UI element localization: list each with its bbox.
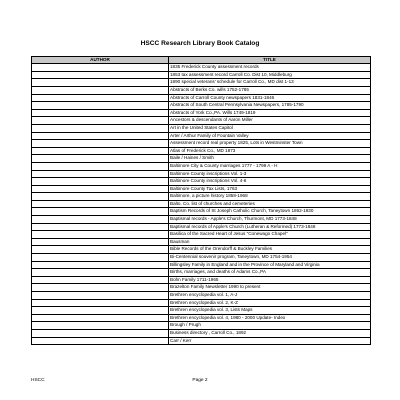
table-row — [32, 276, 371, 284]
table-row — [32, 79, 371, 87]
title-cell: Brazelton Family Newsletter 1990 to present — [169, 284, 371, 292]
table-row — [32, 102, 371, 110]
table-row — [32, 261, 371, 269]
title-cell: Billingsley Family in England and in the Province of Maryland and Virginia — [169, 261, 371, 269]
author-cell — [32, 178, 169, 186]
table-row — [32, 71, 371, 79]
author-cell — [32, 162, 169, 170]
author-cell — [32, 246, 169, 254]
table-row — [32, 329, 371, 337]
table-row — [32, 86, 371, 94]
title-cell: Atlas of Frederick Co., MD 1873 — [169, 147, 371, 155]
author-cell — [32, 132, 169, 140]
table-row — [32, 170, 371, 178]
title-cell: Births, marriages, and deaths of Adams Co.,PA — [169, 269, 371, 277]
table-row — [32, 292, 371, 300]
title-cell: Baptismal records - Apple's Church, Thurmont, MD 1773-1848 — [169, 216, 371, 224]
author-cell — [32, 231, 169, 239]
author-cell — [32, 314, 169, 322]
author-cell — [32, 261, 169, 269]
author-cell — [32, 124, 169, 132]
table-row — [32, 109, 371, 117]
table-row — [32, 299, 371, 307]
title-cell: Carr / Kerr — [169, 337, 371, 345]
author-cell — [32, 102, 169, 110]
author-cell — [32, 329, 169, 337]
table-row — [32, 254, 371, 262]
table-row — [32, 337, 371, 345]
title-cell: Baptismal records of Apple's Church (Lutheran & Reformed) 1773-1848 — [169, 223, 371, 231]
table-row — [32, 155, 371, 163]
title-cell: 1835 Frederick County assessment records — [169, 64, 371, 72]
author-cell — [32, 276, 169, 284]
author-cell — [32, 147, 169, 155]
table-row — [32, 117, 371, 125]
title-cell: Baile / Haines / Smith — [169, 155, 371, 163]
author-cell — [32, 71, 169, 79]
author-cell — [32, 109, 169, 117]
table-row — [32, 208, 371, 216]
author-cell — [32, 208, 169, 216]
table-row — [32, 284, 371, 292]
table-row — [32, 269, 371, 277]
table-row — [32, 238, 371, 246]
title-cell: Brough / Prugh — [169, 322, 371, 330]
title-column-header: TITLE — [169, 57, 371, 64]
author-cell — [32, 117, 169, 125]
author-cell — [32, 216, 169, 224]
title-cell: Bausman — [169, 238, 371, 246]
author-cell — [32, 155, 169, 163]
title-cell: Bohn Family 1711-1965 — [169, 276, 371, 284]
author-cell — [32, 238, 169, 246]
table-row — [32, 322, 371, 330]
table-row — [32, 132, 371, 140]
title-cell: Brethren encyclopedia vol. 3, Lists Maps — [169, 307, 371, 315]
table-row — [32, 314, 371, 322]
title-cell: Abstracts of South Central Pennsylvania Newspapers, 1785-1790 — [169, 102, 371, 110]
table-row — [32, 178, 371, 186]
title-cell: Baltimore County inscriptions Vol. 4-6 — [169, 178, 371, 186]
title-cell: Bi-Centennial souvenir program, Taneytown, MD 1754-1954 — [169, 254, 371, 262]
author-column-header: AUTHOR — [32, 57, 169, 64]
author-cell — [32, 86, 169, 94]
table-row — [32, 223, 371, 231]
table-row — [32, 193, 371, 201]
title-cell: Brethren encyclopedia vol. 4, 1980 - 2000 Update- Index — [169, 314, 371, 322]
author-cell — [32, 307, 169, 315]
title-cell: Assessment record real property 1825, Lots in Westminster Town — [169, 140, 371, 148]
catalog-table — [31, 56, 371, 345]
table-row — [32, 147, 371, 155]
author-cell — [32, 337, 169, 345]
title-cell: Baltimore County inscriptions Vol. 1-3 — [169, 170, 371, 178]
title-cell: Abstracts of Berks Co. wills 1752-1785 — [169, 86, 371, 94]
title-cell: 1853 tax assessment record Carroll Co. Dist 10, Middleburg — [169, 71, 371, 79]
author-cell — [32, 94, 169, 102]
author-cell — [32, 64, 169, 72]
title-cell: Baptism Records of St Joseph Catholic Church, Taneytown 1862-1930 — [169, 208, 371, 216]
table-row — [32, 200, 371, 208]
title-cell: 1890 special veterans' schedule for Carroll Co., MD dist 1-13 — [169, 79, 371, 87]
title-cell: Arter / Arthur Family of Fountain Valley — [169, 132, 371, 140]
author-cell — [32, 193, 169, 201]
page-number: Page 2 — [192, 378, 208, 383]
table-row — [32, 246, 371, 254]
title-cell: Business directory , Carroll Co., 1892 — [169, 329, 371, 337]
table-header-row — [32, 57, 371, 64]
title-cell: Brethren encyclopedia vol. 2, K-Z — [169, 299, 371, 307]
footer-left: HSCC — [31, 378, 45, 383]
table-row — [32, 162, 371, 170]
table-row — [32, 64, 371, 72]
author-cell — [32, 200, 169, 208]
author-cell — [32, 79, 169, 87]
author-cell — [32, 299, 169, 307]
author-cell — [32, 223, 169, 231]
title-cell: Baltimore County Tax Lists, 1763 — [169, 185, 371, 193]
title-cell: Bible Records of the Orendorff & Buckley Families — [169, 246, 371, 254]
title-cell: Ancestors & descendants of Aaron Miller — [169, 117, 371, 125]
title-cell: Brethren encyclopedia vol. 1, A-J — [169, 292, 371, 300]
title-cell: Abstracts of York Co.,PA. Wills 1749-1819 — [169, 109, 371, 117]
table-row — [32, 231, 371, 239]
table-body — [32, 64, 371, 345]
page-title: HSCC Research Library Book Catalog — [140, 40, 260, 47]
author-cell — [32, 284, 169, 292]
author-cell — [32, 185, 169, 193]
author-cell — [32, 269, 169, 277]
title-cell: Balto. Co. list of churches and cemeteries — [169, 200, 371, 208]
author-cell — [32, 170, 169, 178]
title-cell: Art in the United States Capitol — [169, 124, 371, 132]
table-row — [32, 140, 371, 148]
author-cell — [32, 140, 169, 148]
table-row — [32, 216, 371, 224]
title-cell: Basilica of the Sacred Heart of Jesus "Conewago Chapel" — [169, 231, 371, 239]
author-cell — [32, 292, 169, 300]
table-row — [32, 307, 371, 315]
title-cell: Baltimore City & County marriages 1777 - 1799 A - H — [169, 162, 371, 170]
author-cell — [32, 322, 169, 330]
author-cell — [32, 254, 169, 262]
title-cell: Abstracts of Carroll County newspapers 1831-1846 — [169, 94, 371, 102]
title-cell: Baltimore, a picture history 1858-1968 — [169, 193, 371, 201]
table-row — [32, 124, 371, 132]
table-row — [32, 185, 371, 193]
table-row — [32, 94, 371, 102]
